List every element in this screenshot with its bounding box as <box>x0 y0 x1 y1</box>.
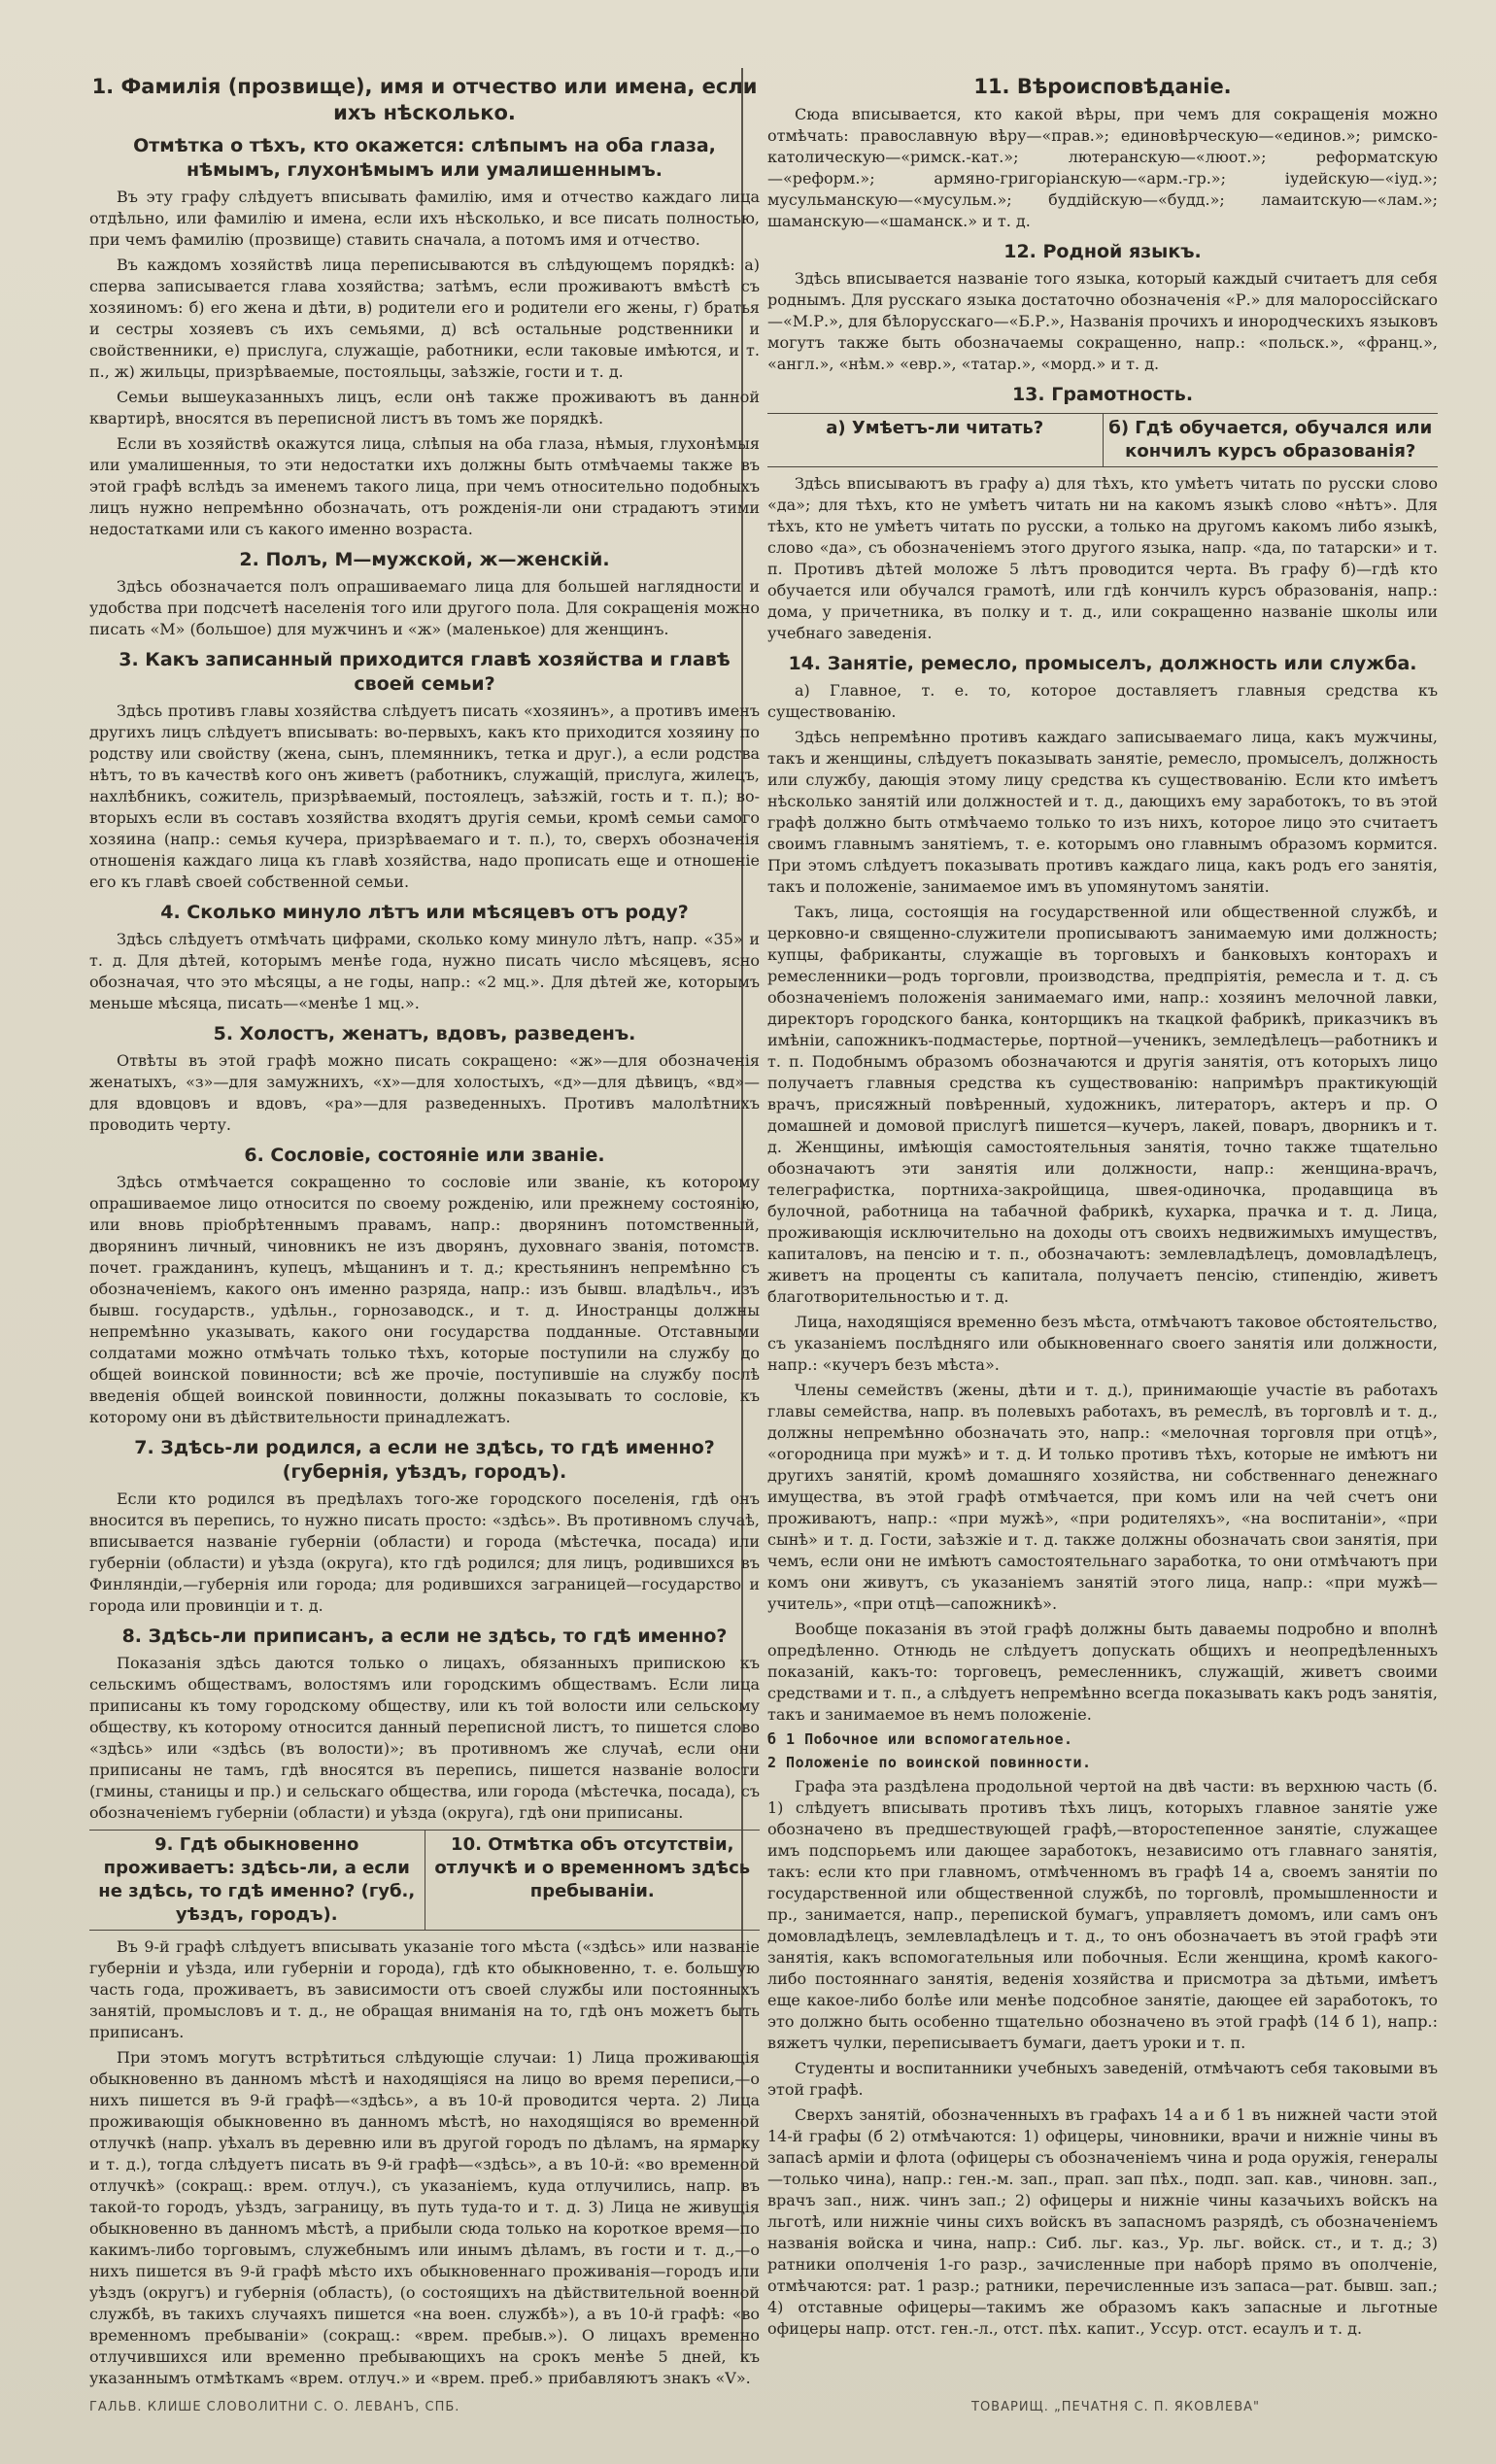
left-column <box>89 68 760 2387</box>
subhead-b1: б 1 Побочное или вспомогательное. <box>767 1730 1073 1748</box>
heading-5: 5. Холостъ, женатъ, вдовъ, разведенъ. <box>213 1023 636 1044</box>
heading-6: 6. Сословіе, состояніе или званіе. <box>244 1145 605 1166</box>
para-14e: Члены семействъ (жены, дѣти и т. д.), принимающіе участіе въ работахъ главы семейства, напр. въ полевыхъ работахъ, въ ремеслѣ, въ торговлѣ и т. д., должны непремѣнно обозначать это, напр.: «мелочная торговля при отцѣ», «огородница при мужѣ» и т. д. И только противъ тѣхъ, которые не имѣютъ ни другихъ занятій, кромѣ домашняго хозяйства, ни собственнаго денежнаго имущества, въ этой графѣ отмѣчается, при комъ или на чей счетъ они проживаютъ, напр.: «при мужѣ», «при родителяхъ», «на воспитаніи», «при сынѣ» и т. д. Гости, заѣзжіе и т. д. также должны обозначать свои занятія, при чемъ, если они не имѣютъ самостоятельнаго заработка, то они отмѣчаютъ при комъ они живутъ, съ указаніемъ занятій этого лица, напр.: «при мужѣ—учитель», «при отцѣ—сапожникѣ». <box>767 1381 1438 1613</box>
para-14d: Лица, находящіяся временно безъ мѣста, отмѣчаютъ таковое обстоятельство, съ указаніемъ послѣдняго или обыкновеннаго своего занятія или должности, напр.: «кучеръ безъ мѣста». <box>767 1313 1438 1374</box>
printer-credit-left: ГАЛЬВ. КЛИШЕ СЛОВОЛИТНИ С. О. ЛЕВАНЪ, СПБ. <box>89 2400 460 2414</box>
heading-10: 10. Отмѣтка объ отсутствіи, отлучкѣ и о временномъ здѣсь пребываніи. <box>434 1834 751 1901</box>
para-9a: Въ 9-й графѣ слѣдуетъ вписывать указаніе того мѣста («здѣсь» или названіе губерніи и уѣзда, или губерніи и города), гдѣ кто обыкновенно, т. е. большую часть года, проживаетъ, въ зависимости отъ своей службы или постоянныхъ занятій, промысловъ и т. д., не обращая вниманія на то, гдѣ онъ можетъ быть приписанъ. <box>89 1937 760 2041</box>
heading-3: 3. Какъ записанный приходится главѣ хозяйства и главѣ своей семьи? <box>119 649 731 695</box>
para-9b: При этомъ могутъ встрѣтиться слѣдующіе случаи: 1) Лица проживающія обыкновенно въ данномъ мѣстѣ и находящіяся на лицо во время переписи,—о нихъ пишется въ 9-й графѣ—«здѣсь», а въ 10-й проводится черта. 2) Лица проживающія обыкновенно въ данномъ мѣстѣ, но находящіяся во временной отлучкѣ (напр. уѣхалъ въ деревню или въ другой городъ по дѣламъ, на ярмарку и т. д.), тогда слѣдуетъ писать въ 9-й графѣ—«здѣсь», а въ 10-й: «во временной отлучкѣ» (сокращ.: врем. отлуч.), съ указаніемъ, куда отлучились, напр. въ такой-то городъ, уѣздъ, заграницу, въ путь туда-то и т. д. 3) Лица не живущія обыкновенно въ данномъ мѣстѣ, а прибыли сюда только на короткое время—по какимъ-либо торговымъ, служебнымъ или инымъ дѣламъ, въ гости и т. д.,—о нихъ пишется въ 9-й графѣ мѣсто ихъ обыкновеннаго проживанія—городъ или уѣздъ (округъ) и губернія (область), (о состоящихъ на дѣйствительной военной службѣ, въ такихъ случаяхъ пишется «на воен. службѣ»), а въ 10-й графѣ: «во временномъ пребываніи» (сокращ.: «врем. пребыв.»). О лицахъ временно отлучившихся или временно пребывающихъ на срокъ менѣе 5 дней, къ указаннымъ отмѣткамъ «врем. отлуч.» и «врем. преб.» прибавляютъ знакъ «V». <box>89 2048 760 2387</box>
para-14b: Здѣсь непремѣнно противъ каждаго записываемаго лица, какъ мужчины, такъ и женщины, слѣдуетъ показывать занятіе, ремесло, промыселъ, должность или службу, дающія этому лицу средства къ существованію. Если кто имѣетъ нѣсколько занятій или должностей и т. д., дающихъ ему заработокъ, то въ этой графѣ должно быть отмѣчаемо только то изъ нихъ, которое лицо это считаетъ своимъ главнымъ занятіемъ, т. е. которымъ оно главнымъ образомъ кормится. При этомъ слѣдуетъ показывать противъ каждаго лица, какъ родъ его занятія, такъ и положеніе, занимаемое имъ въ упомянутомъ занятіи. <box>767 728 1438 896</box>
printer-credit-right: ТОВАРИЩ. „ПЕЧАТНЯ С. П. ЯКОВЛЕВА" <box>971 2400 1261 2414</box>
para-15a: Графа эта раздѣлена продольной чертой на двѣ части: въ верхнюю часть (б. 1) слѣдуетъ вписывать противъ тѣхъ лицъ, которыхъ главное занятіе уже обозначено въ предшествующей графѣ,—второстепенное занятіе, служащее имъ подспорьемъ или дающее заработокъ, независимо отъ главнаго занятія, такъ: если кто при главномъ, отмѣченномъ въ графѣ 14 а, своемъ занятіи по государственной или общественной службѣ, по торговлѣ, промышленности и пр., занимается, напр., перепиской бумагъ, управляетъ домомъ, или самъ онъ домовладѣлецъ, землевладѣлецъ и т. д., то онъ обозначаетъ въ этой графѣ эти занятія, какъ вспомогательныя или побочныя. Если женщина, кромѣ какого-либо постояннаго занятія, веденія хозяйства и присмотра за дѣтьми, имѣетъ еще какое-либо болѣе или менѣе подсобное занятіе, дающее ей заработокъ, то это должно быть особенно тщательно обозначено въ этой графѣ (14 б 1), напр.: вяжетъ чулки, переписываетъ бумаги, даетъ уроки и т. п. <box>767 1777 1438 2052</box>
para-1a: Въ эту графу слѣдуетъ вписывать фамилію, имя и отчество каждаго лица отдѣльно, или фамилію и имена, если ихъ нѣсколько, и все писать полностью, при чемъ фамилію (прозвище) ставить сначала, а потомъ имя и отчество. <box>89 188 760 249</box>
para-12: Здѣсь вписывается названіе того языка, который каждый считаетъ для себя роднымъ. Для русскаго языка достаточно обозначенія «Р.» для малороссійскаго—«М.Р.», для бѣлорусскаго—«Б.Р.», Названія прочихъ и инородческихъ языковъ могутъ также быть обозначаемы сокращенно, напр.: «польск.», «франц.», «англ.», «нѣм.» «евр.», «татар.», «морд.» и т. д. <box>767 269 1438 373</box>
heading-1: 1. Фамилія (прозвище), имя и отчество или имена, если ихъ нѣсколько. <box>91 75 758 124</box>
para-7: Если кто родился въ предѣлахъ того-же городского поселенія, гдѣ онъ вносится въ перепись, то нужно писать просто: «здѣсь». Въ противномъ случаѣ, вписывается названіе губерніи (области) и города (мѣстечка, посада) или губерніи (области) и уѣзда (округа), кто гдѣ родился; для лицъ, родившихся въ Финляндіи,—губернія или города; для родившихся заграницей—государство и города или провинціи и т. д. <box>89 1489 760 1615</box>
para-8: Показанія здѣсь даются только о лицахъ, обязанныхъ припискою къ сельскимъ обществамъ, волостямъ или городскимъ обществамъ. Если лица приписаны къ тому городскому обществу, или къ той волости или сельскому обществу, къ которому относится данный переписной листъ, то пишется слово «здѣсь» или «здѣсь (въ волости)»; въ противномъ же случаѣ, если они приписаны не тамъ, гдѣ вносятся въ перепись, пишется названіе волости (гмины, станицы и пр.) и сельскаго общества, или города (мѣстечка, посада), съ обозначеніемъ губерніи (области) и уѣзда (округа), гдѣ они приписаны. <box>89 1654 760 1822</box>
heading-13b: б) Гдѣ обучается, обучался или кончилъ курсъ образованія? <box>1108 418 1433 462</box>
heading-14: 14. Занятіе, ремесло, промыселъ, должность или служба. <box>788 653 1417 674</box>
para-15c: Сверхъ занятій, обозначенныхъ въ графахъ 14 а и б 1 въ нижней части этой 14-й графы (б 2) отмѣчаются: 1) офицеры, чиновники, врачи и нижніе чины въ запасѣ арміи и флота (офицеры съ обозначеніемъ чина и рода оружія, генералы—только чина), напр.: ген.-м. зап., прап. зап пѣх., подп. зап. кав., чиновн. зап., врачъ зап., ниж. чинъ зап.; 2) офицеры и нижніе чины казачьихъ войскъ на льготѣ, или нижніе чины сихъ войскъ въ запасномъ разрядѣ, съ обозначеніемъ названія войска и чина, напр.: Сиб. льг. каз., Ур. льг. войск. ст., и т. д.; 3) ратники ополченія 1-го разр., зачисленные при наборѣ прямо въ ополченіе, отмѣчаются: рат. 1 разр.; ратники, перечисленные изъ запаса—рат. бывш. зап.; 4) отставные офицеры—такимъ же образомъ какъ запасные и льготные офицеры напр. отст. ген.-л., отст. пѣх. капит., Уссур. отст. есаулъ и т. д. <box>767 2105 1438 2338</box>
para-6: Здѣсь отмѣчается сокращенно то сословіе или званіе, къ которому опрашиваемое лицо относится по своему рожденію, или прежнему состоянію, или вновь пріобрѣтеннымъ правамъ, напр.: дворянинъ потомственный, дворянинъ личный, чиновникъ не изъ дворянъ, духовнаго званія, потомств. почет. гражданинъ, купецъ, мѣщанинъ и т. д.; крестьянинъ непремѣнно съ обозначеніемъ, какого онъ именно разряда, напр.: изъ бывш. владѣльч., изъ бывш. государств., удѣльн., горнозаводск., и т. д. Иностранцы должны непремѣнно указывать, какого они государства подданные. Отставными солдатами можно отмѣчать только тѣхъ, которые поступили на службу до общей воинской повинности; всѣ же прочіе, поступившіе на службу послѣ введенія общей воинской повинности, должны показывать то сословіе, къ которому они въ дѣйствительности принадлежатъ. <box>89 1173 760 1426</box>
para-1d: Если въ хозяйствѣ окажутся лица, слѣпыя на оба глаза, нѣмыя, глухонѣмыя или умалишенныя, то эти недостатки ихъ должны быть отмѣчаемы также въ этой графѣ вслѣдъ за именемъ такого лица, при чемъ относительно подобныхъ лицъ нужно непремѣнно обозначать, отъ рожденія-ли они страдаютъ этими недостатками или съ какого именно возраста. <box>89 434 760 538</box>
heading-11: 11. Вѣроисповѣданіе. <box>973 75 1232 98</box>
heading-7: 7. Здѣсь-ли родился, а если не здѣсь, то гдѣ именно? (губернія, уѣздъ, городъ). <box>134 1437 715 1483</box>
heading-13-split <box>767 413 1438 467</box>
para-3: Здѣсь противъ главы хозяйства слѣдуетъ писать «хозяинъ», а противъ именъ другихъ лицъ слѣдуетъ вписывать: во-первыхъ, какъ кто приходится хозяину по родству или свойству (жена, сынъ, племянникъ, тетка и друг.), а если родства нѣтъ, то въ качествѣ кого онъ живетъ (работникъ, служащій, прислуга, жилецъ, нахлѣбникъ, сожитель, призрѣваемый, постоялецъ, заѣзжій, гость и т. п.); во-вторыхъ если въ составъ хозяйства входятъ другія семьи, кромѣ семьи самого хозяина (напр.: семья кучера, призрѣваемаго и т. п.), то, сверхъ обозначенія отношенія каждаго лица къ главѣ хозяйства, надо прописать еще и отношеніе его къ главѣ своей собственной семьи. <box>89 702 760 891</box>
para-11: Сюда вписывается, кто какой вѣры, при чемъ для сокращенія можно отмѣчать: православную вѣру—«прав.»; единовѣрческую—«единов.»; римско-католическую—«римск.-кат.»; лютеранскую—«люот.»; реформатскую—«реформ.»; армяно-григоріанскую—«арм.-гр.»; іудейскую—«іуд.»; мусульманскую—«мусульм.»; буддійскую—«будд.»; ламаитскую—«лам.»; шаманскую—«шаманск.» и т. д. <box>767 105 1438 230</box>
para-1b: Въ каждомъ хозяйствѣ лица переписываются въ слѣдующемъ порядкѣ: а) сперва записывается глава хозяйства; затѣмъ, если проживаютъ вмѣстѣ съ хозяиномъ: б) его жена и дѣти, в) родители его и родители его жены, г) братья и сестры хозяевъ съ ихъ семьями, д) всѣ остальные родственники и свойственники, е) прислуга, служащіе, работники, если таковые имѣются, и т. п., ж) жильцы, призрѣваемые, постояльцы, заѣзжіе, гости и т. д. <box>89 256 760 381</box>
para-13: Здѣсь вписываютъ въ графу а) для тѣхъ, кто умѣетъ читать по русски слово «да»; для тѣхъ, кто не умѣетъ читать ни на какомъ языкѣ слово «нѣтъ». Для тѣхъ, кто не умѣетъ читать по русски, а только на другомъ какомъ либо языкѣ, слово «да», съ обозначеніемъ этого другого языка, напр. «да, по татарски» и т. п. Противъ дѣтей моложе 5 лѣтъ проводится черта. Въ графу б)—гдѣ кто обучается или обучался грамотѣ, или гдѣ кончилъ курсъ образованія, напр.: дома, у причетника, въ полку и т. д., или сокращенно названіе школы или учебнаго заведенія. <box>767 474 1438 642</box>
heading-13a: а) Умѣетъ-ли читать? <box>767 414 1104 466</box>
heading-2: 2. Полъ, М—мужской, ж—женскій. <box>239 549 610 570</box>
para-5: Отвѣты въ этой графѣ можно писать сокращено: «ж»—для обозначенія женатыхъ, «з»—для замужнихъ, «х»—для холостыхъ, «д»—для дѣвицъ, «вд»—для вдовцовъ и вдовъ, «ра»—для разведенныхъ. Противъ малолѣтнихъ проводить черту. <box>89 1051 760 1134</box>
heading-12: 12. Родной языкъ. <box>1003 241 1202 262</box>
heading-13: 13. Грамотность. <box>1011 384 1194 405</box>
heading-9-10-split <box>89 1830 760 1931</box>
subhead-b2: 2 Положеніе по воинской повинности. <box>767 1754 1092 1771</box>
para-4: Здѣсь слѣдуетъ отмѣчать цифрами, сколько кому минуло лѣтъ, напр. «35» и т. д. Для дѣтей, которымъ менѣе года, нужно писать число мѣсяцевъ, ясно обозначая, что это мѣсяцы, а не годы, напр.: «2 мц.». Для дѣтей же, которымъ меньше мѣсяца, писать—«менѣе 1 мц.». <box>89 930 760 1012</box>
para-14a: а) Главное, т. е. то, которое доставляетъ главныя средства къ существованію. <box>767 681 1438 721</box>
right-column <box>767 68 1438 2371</box>
heading-8: 8. Здѣсь-ли приписанъ, а если не здѣсь, то гдѣ именно? <box>121 1626 728 1647</box>
para-14c: Такъ, лица, состоящія на государственной или общественной службѣ, и церковно-и священно-служители прописываютъ занимаемую ими должность; купцы, фабриканты, служащіе въ торговыхъ и банковыхъ конторахъ и ремесленники—родъ торговли, производства, предпріятія, ремесла и т. д. съ обозначеніемъ положенія занимаемаго ими, напр.: хозяинъ мелочной лавки, директоръ городского банка, конторщикъ на ткацкой фабрикѣ, приказчикъ въ имѣніи, сапожникъ-подмастерье, портной—ученикъ, земледѣлецъ—работникъ и т. п. Подобнымъ образомъ обозначаются и другія занятія, отъ которыхъ лицо получаетъ главныя средства къ существованію: напримѣръ практикующій врачъ, присяжный повѣренный, художникъ, литераторъ, актеръ и пр. О домашней и домовой прислугѣ пишется—кучеръ, лакей, поваръ, дворникъ и т. д. Женщины, имѣющія самостоятельныя занятія, точно также тщательно обозначаютъ эти занятія или должности, напр.: женщина-врачъ, телеграфистка, портниха-закройщица, швея-одиночка, продавщица въ булочной, работница на табачной фабрикѣ, кухарка, прачка и т. д. Лица, проживающія исключительно на доходы отъ своихъ недвижимыхъ имуществъ, капиталовъ, на пенсію и т. п., обозначаютъ: землевладѣлецъ, домовладѣлецъ, живетъ на проценты съ капитала, получаетъ пенсію, стипендію, живетъ благотворительностью и т. д. <box>767 903 1438 1306</box>
para-14f: Вообще показанія въ этой графѣ должны быть даваемы подробно и вполнѣ опредѣленно. Отнюдь не слѣдуетъ допускать общихъ и неопредѣленныхъ показаній, какъ-то: торговецъ, ремесленникъ, служащій, живетъ своими средствами и т. п., а слѣдуетъ непремѣнно всегда показывать какъ родъ занятія, такъ и занимаемое въ немъ положеніе. <box>767 1620 1438 1724</box>
heading-9: 9. Гдѣ обыкновенно проживаетъ: здѣсь-ли, а если не здѣсь, то гдѣ именно? (губ., уѣздъ, городъ). <box>89 1831 425 1930</box>
para-15b: Студенты и воспитанники учебныхъ заведеній, отмѣчаютъ себя таковыми въ этой графѣ. <box>767 2059 1438 2099</box>
heading-1b: Отмѣтка о тѣхъ, кто окажется: слѣпымъ на оба глаза, нѣмымъ, глухонѣмымъ или умалишеннымъ. <box>133 135 716 181</box>
para-1c: Семьи вышеуказанныхъ лицъ, если онѣ также проживаютъ въ данной квартирѣ, вносятся въ переписной листъ въ томъ же порядкѣ. <box>89 388 760 428</box>
heading-4: 4. Сколько минуло лѣтъ или мѣсяцевъ отъ роду? <box>160 902 689 923</box>
para-2: Здѣсь обозначается полъ опрашиваемаго лица для большей наглядности и удобства при подсчетѣ населенія того или другого пола. Для сокращенія можно писать «М» (большое) для мужчинъ и «ж» (маленькое) для женщинъ. <box>89 577 760 638</box>
